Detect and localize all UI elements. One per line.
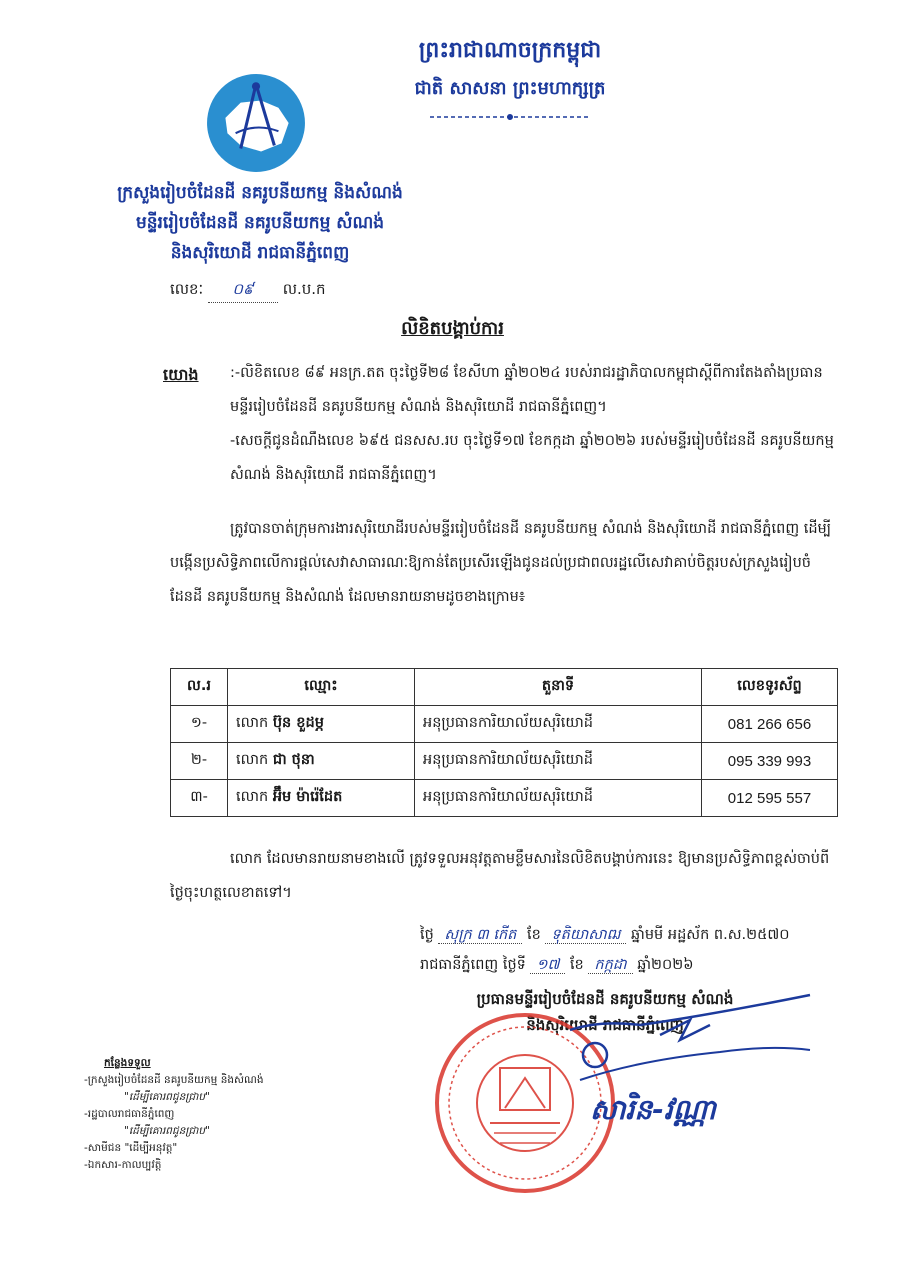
table-row (171, 706, 838, 743)
national-motto: ជាតិ សាសនា ព្រះមហាក្សត្រ (414, 78, 606, 99)
table-header-role: តួនាទី (415, 669, 702, 706)
date-month: កក្កដា (588, 957, 632, 974)
letter-number-label: លេខៈ (170, 280, 204, 298)
letter-number (170, 280, 326, 303)
document-title (0, 316, 905, 343)
row-name (228, 706, 415, 743)
table-row (171, 780, 838, 817)
row-no: ៣- (171, 780, 228, 817)
row-person: ប៊ុន ខួដម្ភ (272, 714, 324, 731)
row-title: លោក (236, 751, 269, 768)
month-prefix: ខែ (569, 957, 584, 973)
row-person: ជា ថុនា (272, 751, 315, 768)
table-header-row (171, 669, 838, 706)
row-role: អនុប្រធានការិយាល័យសុរិយោដី (415, 743, 702, 780)
date-year: ឆ្នាំ២០២៦ (637, 957, 694, 973)
row-phone: 012 595 557 (702, 780, 838, 817)
ministry-line-3: និងសុរិយោដី រាជធានីភ្នំពេញ (170, 243, 350, 263)
ornament-divider (430, 112, 590, 122)
row-phone: 081 266 656 (702, 706, 838, 743)
recipient-item: -ក្រសួងរៀបចំដែនដី នគរូបនីយកម្ម និងសំណង់ (84, 1074, 264, 1086)
date-day: ១៧ (530, 957, 565, 974)
letter-number-suffix: ល.ប.ក (282, 280, 326, 298)
table-row (171, 743, 838, 780)
row-role: អនុប្រធានការិយាល័យសុរិយោដី (415, 780, 702, 817)
row-name (228, 743, 415, 780)
signer-name: សារិន-វណ្ណា (590, 1093, 716, 1126)
kingdom-title: ព្រះរាជាណាចក្រកម្ពុជា (418, 38, 602, 63)
recipients-list (84, 1055, 404, 1174)
ministry-line-1: ក្រសួងរៀបចំដែនដី នគរូបនីយកម្ម និងសំណង់ (117, 183, 403, 203)
recipient-note: "ដើម្បីគោរពជូនជ្រាប" (124, 1125, 210, 1137)
lunar-month-prefix: ខែ (526, 927, 541, 943)
recipient-item: -រដ្ឋបាលរាជធានីភ្នំពេញ (84, 1108, 175, 1120)
staff-table (170, 668, 838, 817)
row-name (228, 780, 415, 817)
row-no: ២- (171, 743, 228, 780)
row-no: ១- (171, 706, 228, 743)
reference-item-2: -សេចក្តីជូនដំណឹងលេខ ៦៩៥ ជនសស.រប ចុះថ្ងៃទី១៧ ខែកក្កដា ឆ្នាំ២០២៦ របស់មន្ទីររៀបចំដែនដី នគរូបនីយកម្ម សំណង់ និងសុរិយោដី រាជធានីភ្នំពេញ។ (230, 433, 834, 483)
lunar-prefix: ថ្ងៃ (420, 927, 434, 943)
lunar-day: សុក្រ ៣ កើត (438, 927, 522, 944)
table-header-phone: លេខទូរស័ព្ទ (702, 669, 838, 706)
gregorian-date (420, 956, 694, 977)
letter-number-value: ០៩ (208, 280, 278, 303)
signer-line-1: ប្រធានមន្ទីររៀបចំដែនដី នគរូបនីយកម្ម សំណង់ (476, 990, 734, 1008)
lunar-date (420, 926, 790, 947)
ministry-name (60, 178, 460, 268)
body-paragraph-2: លោក ដែលមានរាយនាមខាងលើ ត្រូវទទួលអនុវត្តតាមខ្លឹមសារនៃលិខិតបង្គាប់ការនេះ ឱ្យមានប្រសិទ្ធិភាពខ្ពស់ចាប់ពីថ្ងៃចុះហត្ថលេខាតទៅ។ (170, 851, 830, 901)
row-phone: 095 339 993 (702, 743, 838, 780)
table-header-name: ឈ្មោះ (228, 669, 415, 706)
recipients-heading: កន្លែងទទួល (104, 1057, 151, 1069)
row-person: អ៊ឹម ម៉ារ៉េដែត (272, 788, 343, 805)
ministry-line-2: មន្ទីររៀបចំដែនដី នគរូបនីយកម្ម សំណង់ (135, 213, 385, 233)
place-prefix: រាជធានីភ្នំពេញ ថ្ងៃទី (420, 957, 526, 973)
reference-item-1: :-លិខិតលេខ ៨៩ អនក្រ.តត ចុះថ្ងៃទី២៨ ខែសីហា ឆ្នាំ២០២៤ របស់រាជរដ្ឋាភិបាលកម្ពុជាស្តីពីការតែងតាំងប្រធានមន្ទីររៀបចំដែនដី នគរូបនីយកម្ម សំណង់ និងសុរិយោដី រាជធានីភ្នំពេញ។ (230, 365, 823, 415)
row-title: លោក (236, 714, 269, 731)
row-role: អនុប្រធានការិយាល័យសុរិយោដី (415, 706, 702, 743)
table-header-no: ល.រ (171, 669, 228, 706)
lunar-month: ទុតិយាសាឍ (545, 927, 626, 944)
recipient-note: "ដើម្បីគោរពជូនជ្រាប" (124, 1091, 210, 1103)
lunar-year: ឆ្នាំមមី អដ្ឋស័ក ព.ស.២៥៧០ (631, 927, 790, 943)
recipient-item: -ឯកសារ-កាលប្បវត្តិ (84, 1159, 162, 1171)
signer-line-2: និងសុរិយោដី រាជធានីភ្នំពេញ (526, 1016, 684, 1034)
recipient-item: -សាមីជន "ដើម្បីអនុវត្ត" (84, 1142, 178, 1154)
body-paragraph-1: ត្រូវបានចាត់ក្រុមការងារសុរិយោដីរបស់មន្ទីររៀបចំដែនដី នគរូបនីយកម្ម សំណង់ និងសុរិយោដី រាជធានីភ្នំពេញ ដើម្បីបង្កើនប្រសិទ្ធិភាពលើការផ្តល់សេវាសាធារណៈឱ្យកាន់តែប្រសើរឡើងជូនដល់ប្រជាពលរដ្ឋលើសេវាគាប់ចិត្តរបស់ក្រសួងរៀបចំដែនដី នគរូបនីយកម្ម និងសំណង់ ដែលមានរាយនាមដូចខាងក្រោម៖ (170, 521, 832, 605)
reference-label: យោង (163, 365, 199, 384)
row-title: លោក (236, 788, 269, 805)
ministry-logo-icon (205, 72, 307, 174)
document-title-text: លិខិតបង្គាប់ការ (401, 318, 504, 339)
